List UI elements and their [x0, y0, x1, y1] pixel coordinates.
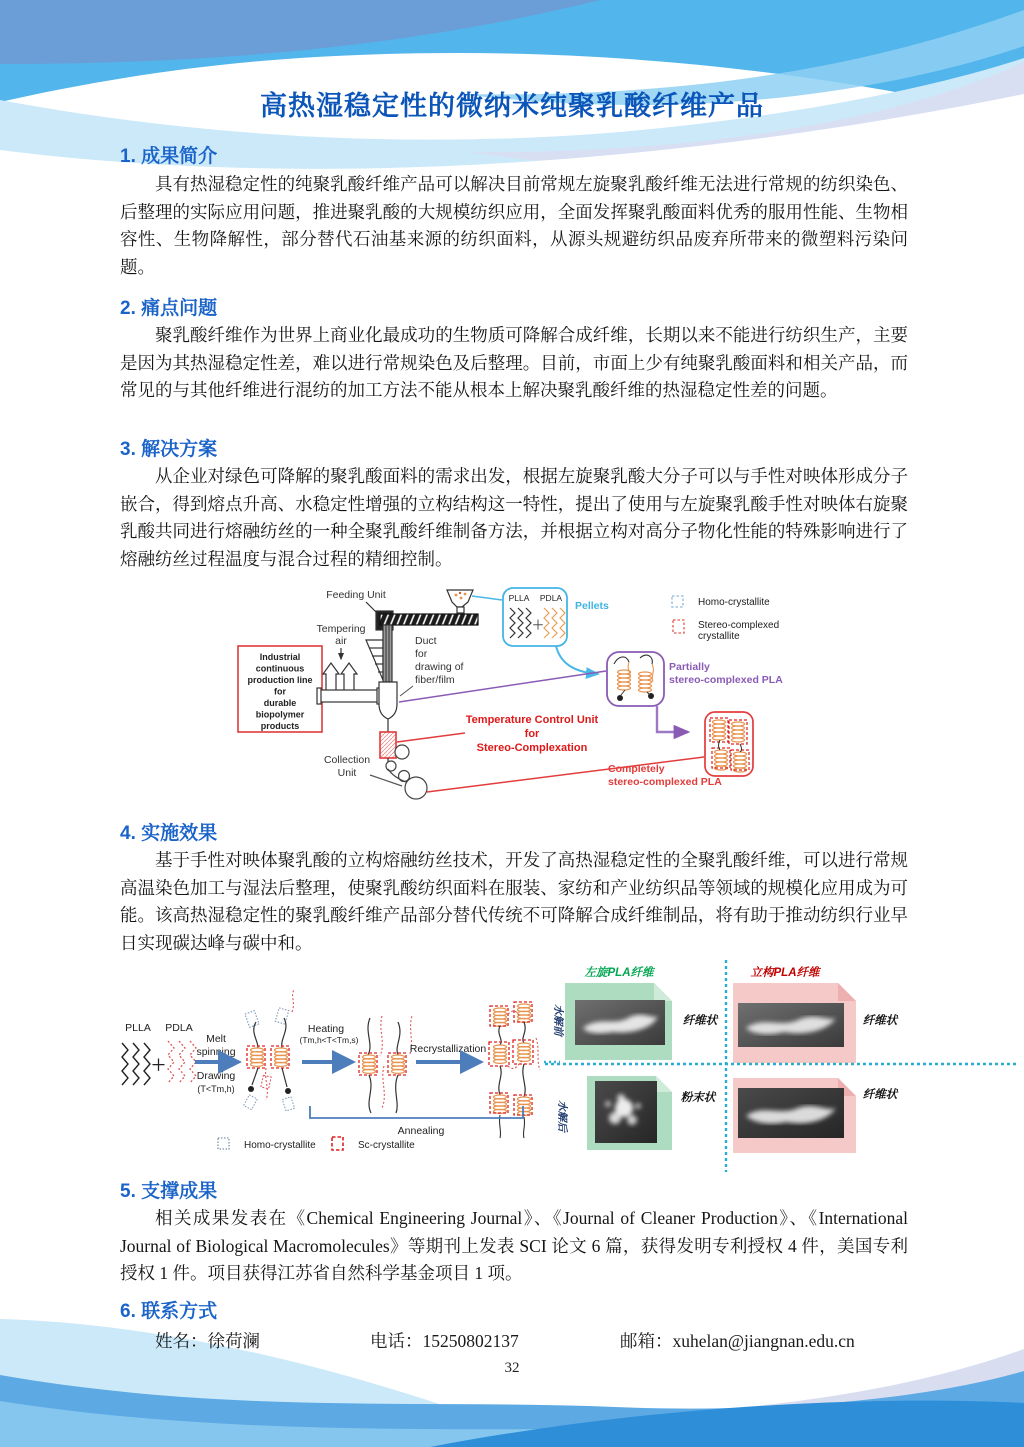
photo-stereo-fiber-after [738, 1088, 844, 1138]
svg-text:fiber/film: fiber/film [415, 674, 455, 686]
tempering-air-label: air [335, 635, 347, 647]
partially-label: stereo-complexed PLA [669, 674, 783, 686]
annealing-bracket [310, 1106, 523, 1118]
plla-label: PLLA [125, 1022, 151, 1034]
before-hydrolysis-label: 水解前 [552, 1004, 564, 1036]
contact-row [120, 1328, 910, 1358]
drawing-label: Drawing [196, 1070, 236, 1082]
left-pla-title: 左旋PLA纤维 [584, 967, 654, 979]
industrial-line: biopolymer [255, 709, 305, 720]
after-hydrolysis-label: 水解后 [556, 1100, 568, 1132]
stereo-pla-title: 立构PLA纤维 [750, 967, 820, 979]
process-flow [122, 990, 560, 1151]
collection-unit-label: Collection [323, 754, 371, 766]
legend-homo-label: Homo-crystallite [698, 597, 770, 608]
feeding-unit-label: Feeding Unit [326, 589, 386, 601]
duct-label [400, 635, 464, 696]
contact-phone: 电话：15250802137 [370, 1331, 519, 1351]
section-3-heading: 3. 解决方案 [120, 439, 218, 460]
photo-stereo-fiber-before [738, 1003, 844, 1047]
industrial-line: products [260, 721, 300, 731]
svg-text:Temperature Control Unit: Temperature Control Unit [465, 714, 599, 726]
industrial-line: for [274, 686, 286, 697]
section-4-heading: 4. 实施效果 [120, 823, 218, 844]
page-number: 32 [504, 1360, 520, 1376]
partially-label: Partially [669, 661, 710, 673]
state-label-powder: 粉末状 [680, 1092, 716, 1104]
figure-production-line [120, 582, 1024, 814]
partially-complexed-box [607, 652, 664, 706]
section-3-body: 从企业对绿色可降解的聚乳酸面料的需求出发，根据左旋聚乳酸大分子可以与手性对映体形成分子嵌合，得到熔点升高、水稳定性增强的立构结构这一特性，提出了使用与左旋聚乳酸手性对映体右旋聚乳酸共同进行熔融纺丝的一种全聚乳酸纤维制备方法，并根据立构对高分子物化性能的特殊影响进行了熔融纺丝过程温度与混合过程的精细控制。 [120, 466, 908, 569]
completely-label: stereo-complexed PLA [608, 776, 722, 788]
legend-homo-label: Homo-crystallite [244, 1140, 316, 1151]
svg-text:＋: ＋ [151, 1057, 167, 1074]
industrial-box [238, 646, 322, 732]
section-5-body: 相关成果发表在《Chemical Engineering Journal》、《Journal of Cleaner Production》、《International Journal of Biological Macromolecules》等期刊上发表 SCI 论文 6 篇，获得发明专利授权 4 件，美国专利授权 1 件。项目获得江苏省自然科学基金项目 1 项。 [120, 1208, 908, 1283]
svg-text:＋: ＋ [532, 618, 545, 632]
section-2-body: 聚乳酸纤维作为世界上商业化最成功的生物质可降解合成纤维，长期以来不能进行纺织生产，主要是因为其热湿稳定性差，难以进行常规染色及后整理。目前，市面上少有纯聚乳酸面料和相关产品，而常见的与其他纤维进行混纺的加工方法不能从根本上解决聚乳酸纤维的热湿稳定性差的问题。 [120, 325, 908, 400]
red-connector [397, 733, 465, 742]
recrystallization-label: Recrystallization [409, 1043, 487, 1055]
legend-stereo-label: Stereo-complexed [698, 620, 780, 631]
svg-text:for: for [524, 728, 540, 740]
svg-text:Stereo-Complexation: Stereo-Complexation [476, 742, 588, 754]
figure-process-quadrant [108, 948, 1020, 1185]
photo-llla-powder-after [595, 1081, 657, 1143]
figure1-legend [672, 596, 779, 642]
pellets-box [472, 588, 609, 646]
pdla-label: PDLA [539, 593, 563, 603]
svg-text:drawing of: drawing of [415, 661, 464, 673]
section-2-heading: 2. 痛点问题 [120, 298, 218, 319]
section-1-body: 具有热湿稳定性的纯聚乳酸纤维产品可以解决目前常规左旋聚乳酸纤维无法进行常规的纺织染色、后整理的实际应用问题，推进聚乳酸的大规模纺织应用，全面发挥聚乳酸面料优秀的服用性能、生物相容性、生物降解性，部分替代石油基来源的纺织面料，从源头规避纺织品废弃所带来的微塑料污染问题。 [120, 174, 908, 277]
legend-sc-label: Sc-crystallite [358, 1140, 415, 1151]
plla-label: PLLA [508, 593, 530, 603]
contact-name: 姓名：徐荷澜 [155, 1331, 260, 1351]
contact-email: 邮箱：xuhelan@jiangnan.edu.cn [620, 1331, 855, 1351]
svg-text:Duct: Duct [415, 635, 437, 647]
melt-spinning-label: Melt [206, 1033, 226, 1045]
industrial-line: durable [263, 698, 297, 708]
industrial-line: production line [247, 675, 313, 685]
completely-label: Completely [608, 763, 665, 775]
molecule-cluster-1 [244, 990, 295, 1111]
molecule-cluster-2 [359, 1016, 412, 1113]
heating-label: Heating [307, 1023, 345, 1035]
industrial-line: Industrial [259, 652, 301, 662]
section-4-body: 基于手性对映体聚乳酸的立构熔融纺丝技术，开发了高热湿稳定性的全聚乳酸纤维，可以进行常规高温染色加工与湿法后整理，使聚乳酸纺织面料在服装、家纺和产业纺织品等领域的规模化应用成为可能。该高热湿稳定性的聚乳酸纤维产品部分替代传统不可降解合成纤维制品，将有助于推动纺织行业早日实现碳达峰与碳中和。 [120, 850, 908, 953]
collection-unit-label: Unit [337, 767, 357, 779]
cyan-connector [556, 646, 598, 674]
pdla-label: PDLA [165, 1022, 193, 1034]
hydrolysis-quadrant [545, 960, 1018, 1172]
svg-text:for: for [415, 648, 428, 660]
section-6-heading: 6. 联系方式 [120, 1301, 218, 1322]
purple-arrow [657, 706, 688, 732]
tempering-air-label: Tempering [316, 623, 366, 635]
photo-llla-fiber-before [575, 1000, 665, 1045]
drawing-temp-label: (T<Tm,h) [197, 1084, 235, 1094]
melt-spinning-label: spinning [196, 1046, 236, 1058]
annealing-label: Annealing [397, 1125, 445, 1137]
heating-temp-label: (Tm,h<T<Tm,s) [299, 1035, 359, 1045]
state-label-fibrous: 纤维状 [862, 1089, 898, 1101]
section-5-heading: 5. 支撑成果 [120, 1181, 218, 1202]
completely-complexed-box [705, 712, 753, 776]
industrial-line: continuous [255, 663, 305, 674]
state-label-fibrous: 纤维状 [862, 1015, 898, 1027]
temp-control-label [466, 714, 599, 754]
section-1-heading: 1. 成果简介 [120, 146, 218, 167]
legend-stereo-label: crystallite [698, 631, 740, 642]
state-label-fibrous: 纤维状 [682, 1015, 718, 1027]
page-title: 高热湿稳定性的微纳米纯聚乳酸纤维产品 [260, 91, 764, 121]
pellets-label: Pellets [575, 600, 609, 612]
